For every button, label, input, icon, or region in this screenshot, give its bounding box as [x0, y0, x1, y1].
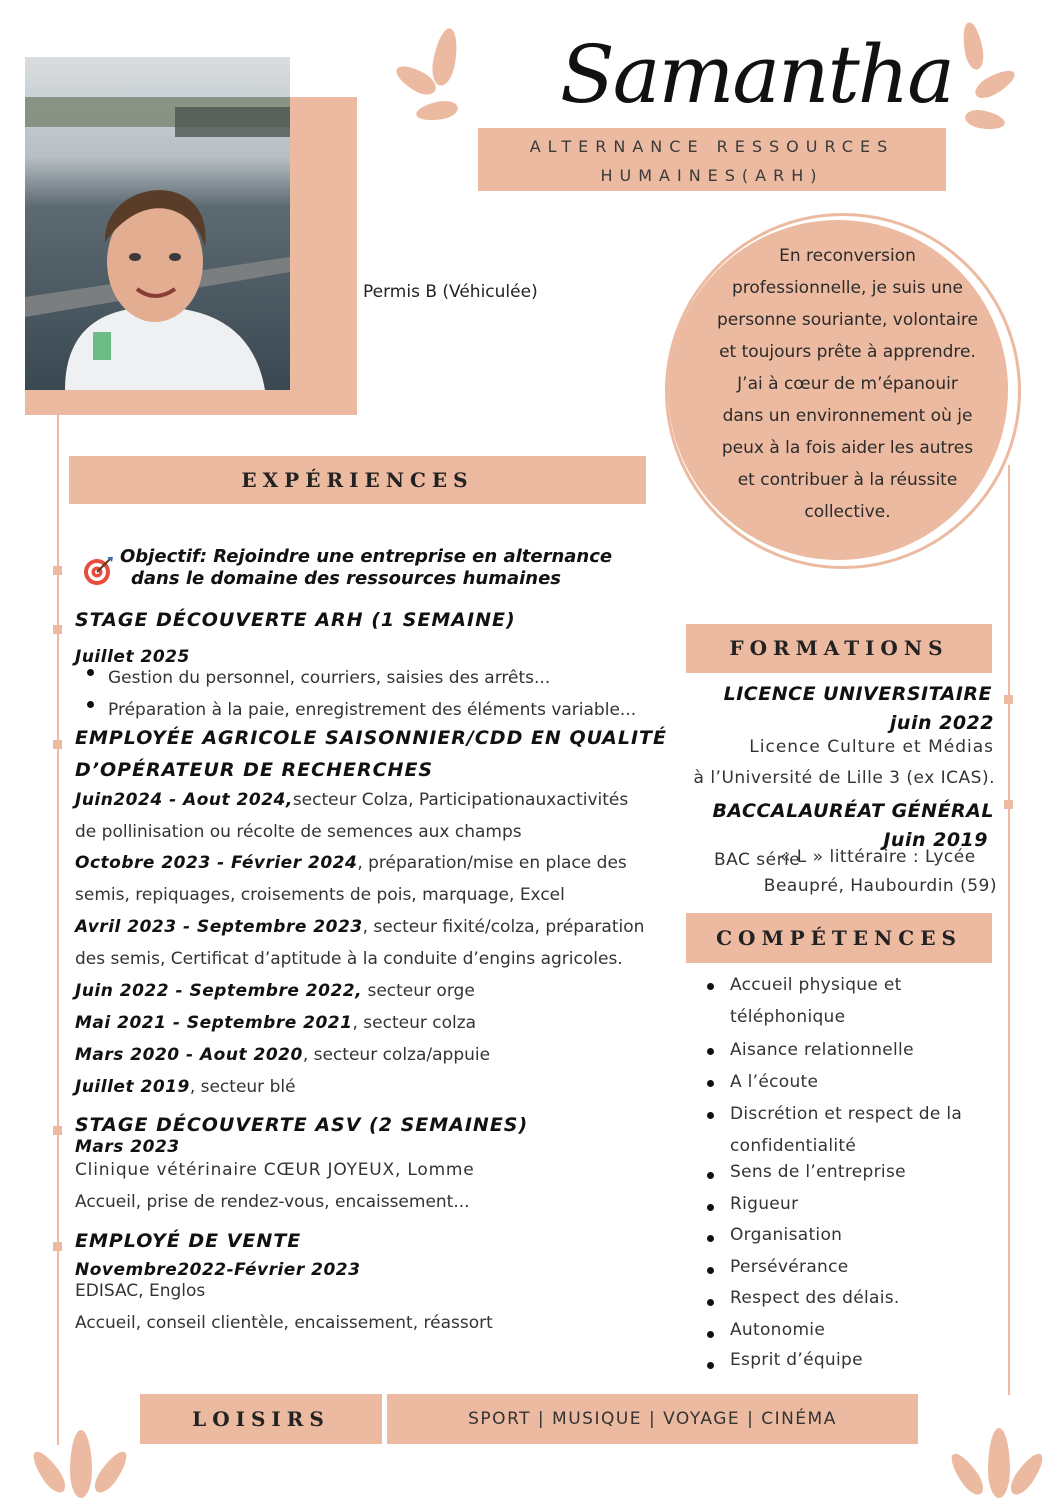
profile-line: collective. — [804, 502, 891, 522]
profile-line: et contribuer à la réussite — [737, 470, 958, 490]
profile-line: dans un environnement où je — [722, 406, 973, 426]
agricole-entry — [75, 822, 522, 842]
bullet-dot — [707, 1362, 714, 1369]
objective-line1: Objectif: Rejoindre une entreprise en alternance — [120, 546, 613, 567]
entry-date: Octobre 2023 - Février 2024 — [75, 853, 358, 873]
timeline-marker — [53, 740, 62, 749]
entry-text: des semis, Certificat d’aptitude à la conduite d’engins agricoles. — [75, 949, 623, 969]
job-title-line1: ALTERNANCE RESSOURCES — [529, 137, 895, 156]
leaf-decoration-bottom-right — [950, 1420, 1050, 1497]
skill-item: Accueil physique et — [730, 975, 902, 995]
entry-date: Juillet 2019 — [75, 1077, 190, 1097]
bac-date: Juin 2019 — [883, 829, 988, 851]
bullet-dot — [707, 1204, 714, 1211]
timeline-marker — [1004, 695, 1013, 704]
skill-item: confidentialité — [730, 1136, 857, 1156]
skill-item: Autonomie — [730, 1320, 826, 1340]
agricole-title-line2: D’OPÉRATEUR DE RECHERCHES — [75, 759, 434, 781]
skill-item: Respect des délais. — [730, 1288, 900, 1308]
bac-line1a: BAC série — [714, 850, 801, 870]
bac-title: BACCALAURÉAT GÉNÉRAL — [712, 800, 994, 822]
competences-heading: COMPÉTENCES — [716, 926, 962, 950]
licence-date: juin 2022 — [889, 712, 994, 734]
entry-text: secteur Colza, Participationauxactivités — [292, 790, 629, 810]
vente-line2: Accueil, conseil clientèle, encaissement, réassort — [75, 1313, 493, 1333]
skill-item: Organisation — [730, 1225, 843, 1245]
timeline-marker — [53, 566, 62, 575]
agricole-entry — [75, 1013, 476, 1033]
bac-line1b: « L » littéraire : Lycée — [780, 847, 976, 867]
entry-date: Mars 2020 - Aout 2020 — [75, 1045, 303, 1065]
skill-item: Persévérance — [730, 1257, 849, 1277]
bullet-dot — [87, 701, 94, 708]
entry-text: , secteur fixité/colza, préparation — [362, 917, 645, 937]
entry-text: semis, repiquages, croisements de pois, marquage, Excel — [75, 885, 565, 905]
agricole-entry — [75, 790, 628, 810]
entry-text: de pollinisation ou récolte de semences aux champs — [75, 822, 522, 842]
target-icon — [82, 555, 114, 587]
timeline-marker — [53, 625, 62, 634]
bullet-dot — [707, 1080, 714, 1087]
entry-text: secteur orge — [362, 981, 475, 1001]
bullet-dot — [707, 1267, 714, 1274]
stage-asv-line1: Clinique vétérinaire CŒUR JOYEUX, Lomme — [75, 1160, 475, 1180]
bullet-dot — [707, 1048, 714, 1055]
entry-date: Juin2024 - Aout 2024, — [75, 790, 293, 810]
stage-arh-date: Juillet 2025 — [75, 647, 190, 667]
skill-item: Esprit d’équipe — [730, 1350, 863, 1370]
skill-item: Sens de l’entreprise — [730, 1162, 906, 1182]
bac-line2: Beaupré, Haubourdin (59) — [763, 876, 997, 896]
entry-text: , secteur colza/appuie — [302, 1045, 491, 1065]
agricole-entry — [75, 853, 627, 873]
skill-item: Rigueur — [730, 1194, 799, 1214]
bullet-dot — [707, 1112, 714, 1119]
stage-arh-title: STAGE DÉCOUVERTE ARH (1 SEMAINE) — [75, 609, 516, 631]
competences-heading-bar — [686, 913, 992, 963]
profile-line: En reconversion — [779, 246, 916, 266]
leaf-decoration-top-right — [958, 22, 1028, 122]
agricole-entry — [75, 917, 644, 937]
entry-date: Juin 2022 - Septembre 2022, — [75, 981, 363, 1001]
objective-line2: dans le domaine des ressources humaines — [131, 568, 562, 589]
timeline-marker — [1004, 800, 1013, 809]
agricole-entry — [75, 885, 565, 905]
bullet-dot — [707, 1331, 714, 1338]
agricole-entry — [75, 981, 475, 1001]
formations-heading: FORMATIONS — [729, 636, 949, 660]
entry-text: , secteur colza — [352, 1013, 477, 1033]
vente-line1: EDISAC, Englos — [75, 1281, 206, 1301]
skill-item: Aisance relationnelle — [730, 1040, 914, 1060]
experiences-heading: EXPÉRIENCES — [241, 468, 474, 492]
profile-line: J’ai à cœur de m’épanouir — [737, 374, 958, 394]
entry-text: , secteur blé — [189, 1077, 296, 1097]
stage-asv-date: Mars 2023 — [75, 1137, 180, 1157]
right-timeline-line — [1008, 465, 1010, 1395]
leaf-decoration-bottom-left — [32, 1420, 132, 1497]
loisirs-heading: LOISIRS — [192, 1407, 330, 1431]
stage-arh-bullet: Préparation à la paie, enregistrement des éléments variable... — [108, 700, 637, 720]
profile-line: et toujours prête à apprendre. — [719, 342, 976, 362]
timeline-marker — [53, 1126, 62, 1135]
vente-title: EMPLOYÉ DE VENTE — [75, 1230, 302, 1252]
profile-line: peux à la fois aider les autres — [721, 438, 974, 458]
job-title-line2: HUMAINES(ARH) — [600, 166, 824, 185]
bullet-dot — [87, 669, 94, 676]
profile-summary — [705, 240, 990, 528]
loisirs-text: SPORT | MUSIQUE | VOYAGE | CINÉMA — [468, 1409, 837, 1429]
profile-line: personne souriante, volontaire — [716, 310, 979, 330]
entry-text: , préparation/mise en place des — [357, 853, 627, 873]
profile-photo — [25, 57, 290, 390]
agricole-entry — [75, 1045, 490, 1065]
skill-item: téléphonique — [730, 1007, 846, 1027]
experiences-heading-bar — [69, 456, 646, 504]
skill-item: Discrétion et respect de la — [730, 1104, 963, 1124]
leaf-decoration-top-left — [398, 28, 468, 128]
candidate-name: Samantha — [560, 28, 953, 121]
licence-title: LICENCE UNIVERSITAIRE — [723, 683, 992, 705]
stage-arh-bullet: Gestion du personnel, courriers, saisies des arrêts... — [108, 668, 551, 688]
timeline-marker — [53, 1242, 62, 1251]
profile-line: professionnelle, je suis une — [731, 278, 964, 298]
job-title-banner — [478, 128, 946, 191]
agricole-title-line1: EMPLOYÉE AGRICOLE SAISONNIER/CDD EN QUALITÉ — [75, 727, 667, 749]
vente-date: Novembre2022-Février 2023 — [75, 1260, 361, 1280]
bullet-dot — [707, 1299, 714, 1306]
agricole-entry — [75, 949, 623, 969]
licence-line2: à l’Université de Lille 3 (ex ICAS). — [693, 768, 995, 788]
driving-license: Permis B (Véhiculée) — [363, 282, 538, 302]
bullet-dot — [707, 1235, 714, 1242]
agricole-entry — [75, 1077, 296, 1097]
entry-date: Mai 2021 - Septembre 2021 — [75, 1013, 353, 1033]
loisirs-content-bar — [387, 1394, 918, 1444]
stage-asv-line2: Accueil, prise de rendez-vous, encaissement... — [75, 1192, 470, 1212]
entry-date: Avril 2023 - Septembre 2023 — [75, 917, 363, 937]
licence-line1: Licence Culture et Médias — [749, 737, 994, 757]
bullet-dot — [707, 983, 714, 990]
skill-item: A l’écoute — [730, 1072, 819, 1092]
stage-asv-title: STAGE DÉCOUVERTE ASV (2 SEMAINES) — [75, 1114, 529, 1136]
loisirs-heading-bar — [140, 1394, 382, 1444]
bullet-dot — [707, 1172, 714, 1179]
formations-heading-bar — [686, 624, 992, 673]
